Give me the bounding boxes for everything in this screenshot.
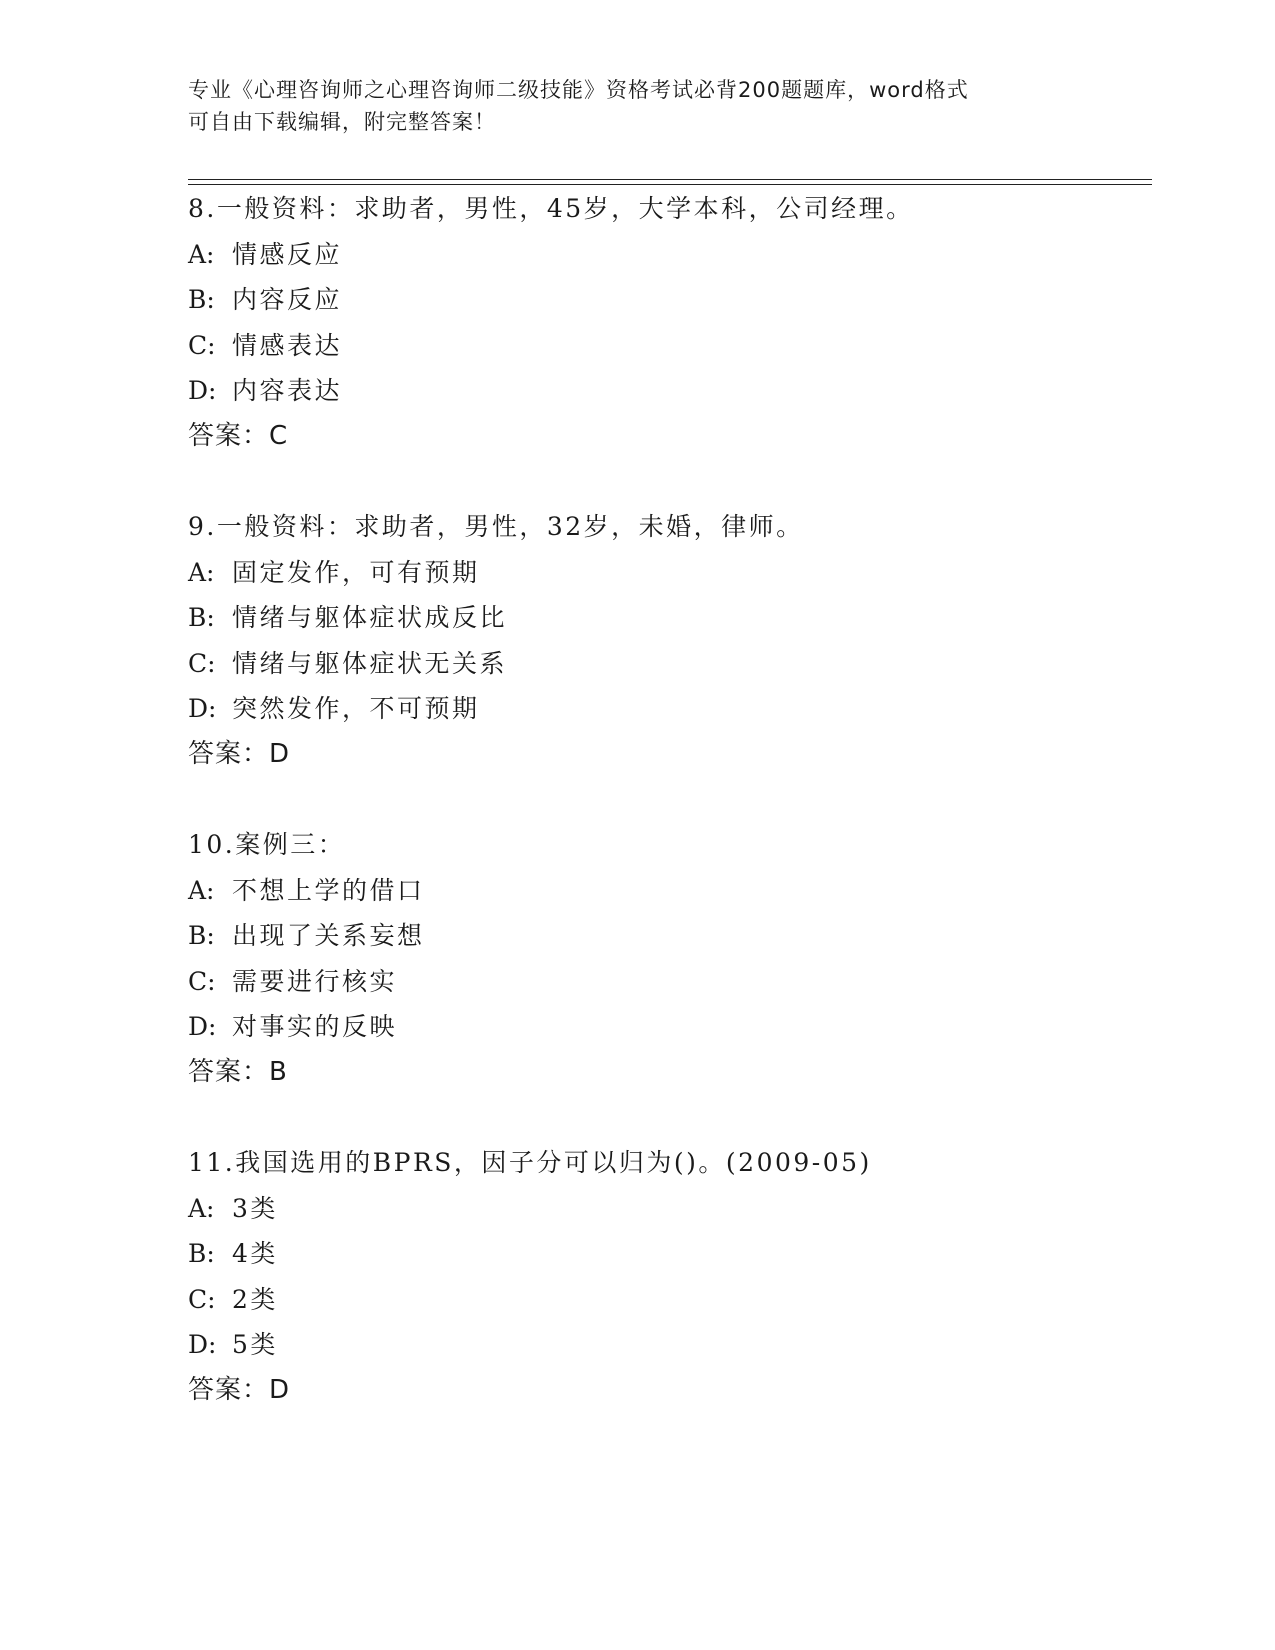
- option-key: C:: [188, 1284, 216, 1314]
- option-key: B:: [188, 285, 215, 314]
- header-divider-top: [188, 179, 1152, 180]
- option-text: 2类: [232, 1284, 278, 1314]
- option-key: C:: [188, 648, 216, 678]
- header-title-line-1: 专业《心理咨询师之心理咨询师二级技能》资格考试必背200题题库，word格式: [188, 78, 969, 102]
- option-key: A:: [188, 239, 215, 269]
- option-a: [188, 868, 1148, 914]
- option-c: [188, 1277, 1148, 1323]
- question-stem: 9.一般资料：求助者，男性，32岁，未婚，律师。: [188, 512, 804, 541]
- answer-line: 答案：D: [188, 738, 291, 769]
- answer-line: 答案：C: [188, 420, 289, 451]
- option-b: [188, 913, 1148, 959]
- option-text: 情绪与躯体症状成反比: [232, 603, 508, 632]
- option-text: 内容表达: [232, 376, 343, 405]
- option-c: [188, 641, 1148, 687]
- question-stem: 10.案例三：: [188, 830, 346, 859]
- question-stem: 8.一般资料：求助者，男性，45岁，大学本科，公司经理。: [188, 194, 914, 223]
- option-a: [188, 550, 1148, 596]
- option-text: 4类: [232, 1239, 278, 1268]
- option-a: [188, 232, 1148, 278]
- question-item-8: [188, 186, 1148, 459]
- question-item-11: [188, 1140, 1148, 1413]
- option-key: D:: [188, 694, 217, 723]
- option-text: 需要进行核实: [232, 966, 398, 996]
- header-divider-bottom: [188, 184, 1152, 185]
- option-d: [188, 686, 1148, 732]
- option-key: B:: [188, 921, 215, 950]
- option-d: [188, 368, 1148, 414]
- option-key: C:: [188, 330, 216, 360]
- option-d: [188, 1004, 1148, 1050]
- option-text: 不想上学的借口: [232, 875, 425, 905]
- option-key: A:: [188, 875, 215, 905]
- option-b: [188, 595, 1148, 641]
- question-item-10: [188, 822, 1148, 1095]
- option-text: 3类: [232, 1193, 278, 1223]
- option-key: D:: [188, 376, 217, 405]
- option-text: 出现了关系妄想: [232, 921, 425, 950]
- document-header: [188, 74, 1088, 138]
- option-key: A:: [188, 1193, 215, 1223]
- option-c: [188, 959, 1148, 1005]
- option-key: B:: [188, 1239, 215, 1268]
- option-text: 5类: [232, 1330, 278, 1359]
- option-key: A:: [188, 557, 215, 587]
- option-key: D:: [188, 1330, 217, 1359]
- option-text: 情感表达: [232, 330, 343, 360]
- option-text: 情绪与躯体症状无关系: [232, 648, 508, 678]
- question-stem: 11.我国选用的BPRS，因子分可以归为()。(2009-05): [188, 1148, 872, 1177]
- answer-line: 答案：D: [188, 1374, 291, 1405]
- option-text: 突然发作，不可预期: [232, 694, 480, 723]
- answer-line: 答案：B: [188, 1056, 288, 1087]
- option-key: D:: [188, 1012, 217, 1041]
- option-b: [188, 1231, 1148, 1277]
- option-b: [188, 277, 1148, 323]
- option-text: 固定发作，可有预期: [232, 557, 480, 587]
- option-text: 内容反应: [232, 285, 343, 314]
- option-key: B:: [188, 603, 215, 632]
- option-key: C:: [188, 966, 216, 996]
- question-item-9: [188, 504, 1148, 777]
- option-text: 情感反应: [232, 239, 343, 269]
- option-d: [188, 1322, 1148, 1368]
- option-text: 对事实的反映: [232, 1012, 398, 1041]
- header-title-line-2: 可自由下载编辑，附完整答案！: [188, 110, 496, 134]
- option-c: [188, 323, 1148, 369]
- option-a: [188, 1186, 1148, 1232]
